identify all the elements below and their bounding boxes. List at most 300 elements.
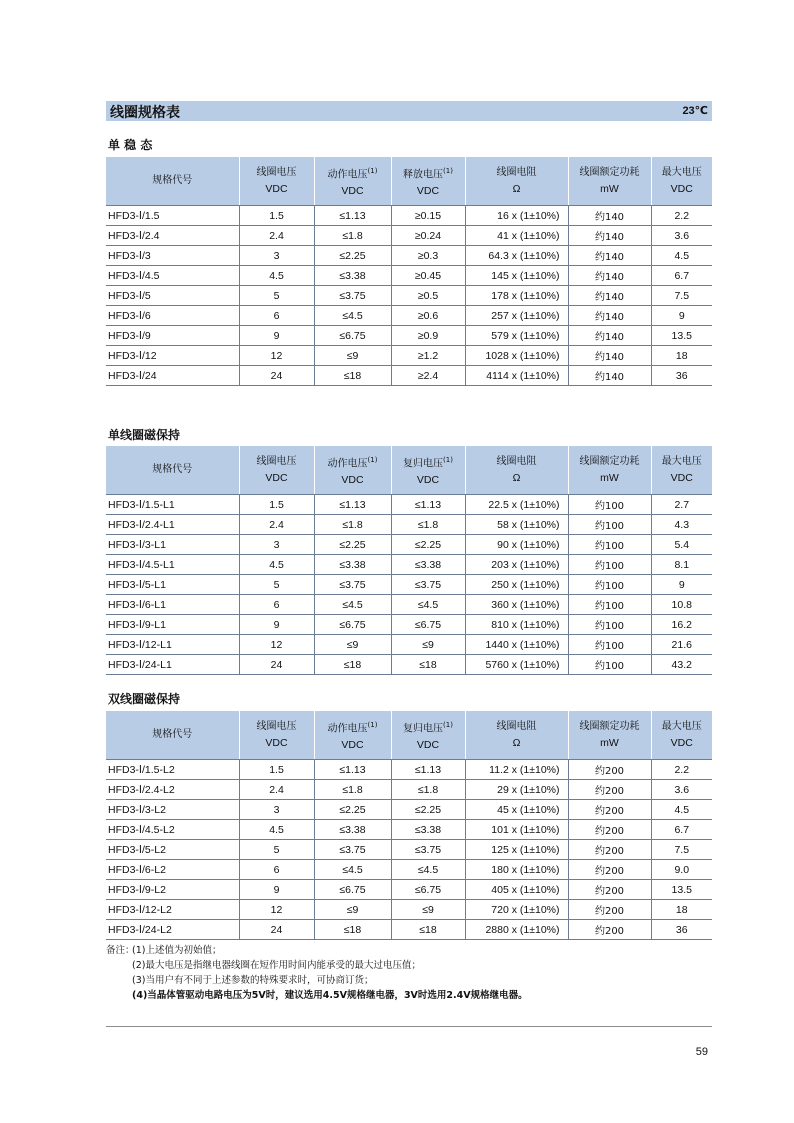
cell-model-code: HFD3-Ⅰ/6-L2 bbox=[106, 860, 239, 880]
cell-coil-resistance: 16 x (1±10%) bbox=[465, 206, 568, 226]
header-text: 规格代号 bbox=[152, 729, 193, 740]
cell-pickup-voltage: ≤18 bbox=[314, 366, 391, 386]
cell-rated-power: 约140 bbox=[568, 346, 651, 366]
cell-pickup-voltage: ≤1.8 bbox=[314, 515, 391, 535]
header-unit: VDC bbox=[265, 737, 288, 749]
header-text: 复归电压 bbox=[403, 723, 444, 735]
cell-coil-voltage: 9 bbox=[239, 880, 314, 900]
cell-release-voltage: ≤3.38 bbox=[391, 820, 465, 840]
table-row bbox=[106, 760, 712, 780]
temperature-label: 23℃ bbox=[682, 105, 708, 117]
header-unit: VDC bbox=[416, 474, 440, 487]
header-unit: mW bbox=[600, 183, 619, 195]
cell-pickup-voltage: ≤3.38 bbox=[314, 555, 391, 575]
cell-coil-voltage: 2.4 bbox=[239, 780, 314, 800]
header-text: 动作电压 bbox=[327, 458, 368, 470]
header-release-voltage bbox=[391, 711, 465, 760]
cell-coil-resistance: 29 x (1±10%) bbox=[465, 780, 568, 800]
cell-coil-resistance: 90 x (1±10%) bbox=[465, 535, 568, 555]
header-label bbox=[106, 727, 239, 743]
cell-coil-voltage: 4.5 bbox=[239, 820, 314, 840]
header-model-code bbox=[106, 446, 239, 495]
cell-coil-voltage: 12 bbox=[239, 635, 314, 655]
header-unit: VDC bbox=[341, 474, 364, 487]
header-label bbox=[466, 165, 568, 181]
header-unit: VDC bbox=[341, 739, 364, 752]
cell-coil-resistance: 579 x (1±10%) bbox=[465, 326, 568, 346]
table-row bbox=[106, 575, 712, 595]
cell-release-voltage: ≤18 bbox=[391, 655, 465, 675]
cell-rated-power: 约200 bbox=[568, 880, 651, 900]
table-row bbox=[106, 326, 712, 346]
cell-release-voltage: ≤18 bbox=[391, 920, 465, 940]
cell-release-voltage: ≤3.75 bbox=[391, 840, 465, 860]
header-coil-voltage bbox=[239, 446, 314, 495]
cell-rated-power: 约140 bbox=[568, 226, 651, 246]
header-unit: VDC bbox=[670, 472, 693, 484]
table-row bbox=[106, 266, 712, 286]
cell-max-voltage: 9.0 bbox=[651, 860, 712, 880]
cell-coil-voltage: 9 bbox=[239, 326, 314, 346]
header-label bbox=[240, 454, 314, 470]
cell-release-voltage: ≥0.15 bbox=[391, 206, 465, 226]
cell-coil-resistance: 257 x (1±10%) bbox=[465, 306, 568, 326]
table-row bbox=[106, 880, 712, 900]
header-release-voltage bbox=[391, 446, 465, 495]
note-line bbox=[106, 943, 528, 958]
cell-rated-power: 约200 bbox=[568, 800, 651, 820]
cell-coil-voltage: 4.5 bbox=[239, 266, 314, 286]
cell-pickup-voltage: ≤1.8 bbox=[314, 780, 391, 800]
footnote-marker: (1) bbox=[367, 720, 378, 729]
cell-pickup-voltage: ≤3.38 bbox=[314, 820, 391, 840]
cell-release-voltage: ≤4.5 bbox=[391, 595, 465, 615]
header-label bbox=[569, 165, 651, 181]
cell-model-code: HFD3-Ⅰ/9 bbox=[106, 326, 239, 346]
cell-max-voltage: 7.5 bbox=[651, 286, 712, 306]
header-text: 线圈电阻 bbox=[496, 456, 537, 467]
header-rated-power bbox=[568, 157, 651, 206]
cell-rated-power: 约100 bbox=[568, 575, 651, 595]
cell-coil-resistance: 4114 x (1±10%) bbox=[465, 366, 568, 386]
cell-max-voltage: 16.2 bbox=[651, 615, 712, 635]
cell-rated-power: 约100 bbox=[568, 615, 651, 635]
table-row bbox=[106, 286, 712, 306]
cell-max-voltage: 13.5 bbox=[651, 880, 712, 900]
notes bbox=[106, 943, 528, 1003]
table-row bbox=[106, 900, 712, 920]
cell-max-voltage: 4.5 bbox=[651, 246, 712, 266]
cell-pickup-voltage: ≤9 bbox=[314, 635, 391, 655]
header-text: 复归电压 bbox=[403, 458, 444, 470]
cell-release-voltage: ≤3.75 bbox=[391, 575, 465, 595]
cell-pickup-voltage: ≤3.75 bbox=[314, 575, 391, 595]
header-unit: Ω bbox=[512, 472, 521, 484]
header-label bbox=[106, 173, 239, 189]
cell-max-voltage: 3.6 bbox=[651, 780, 712, 800]
cell-coil-resistance: 203 x (1±10%) bbox=[465, 555, 568, 575]
cell-release-voltage: ≥0.6 bbox=[391, 306, 465, 326]
cell-rated-power: 约140 bbox=[568, 246, 651, 266]
cell-coil-voltage: 24 bbox=[239, 920, 314, 940]
cell-rated-power: 约200 bbox=[568, 840, 651, 860]
note-item: (1)上述值为初始值； bbox=[132, 945, 222, 956]
header-text: 线圈额定功耗 bbox=[579, 456, 640, 467]
table-row bbox=[106, 495, 712, 515]
cell-release-voltage: ≥1.2 bbox=[391, 346, 465, 366]
header-unit: VDC bbox=[265, 183, 288, 195]
header-unit: mW bbox=[600, 737, 619, 749]
section-title-dual-coil-latching: 双线圈磁保持 bbox=[108, 692, 181, 706]
table-row bbox=[106, 515, 712, 535]
header-label bbox=[315, 163, 391, 183]
cell-pickup-voltage: ≤4.5 bbox=[314, 860, 391, 880]
cell-coil-resistance: 1440 x (1±10%) bbox=[465, 635, 568, 655]
header-unit: Ω bbox=[512, 737, 521, 749]
table-row bbox=[106, 780, 712, 800]
cell-release-voltage: ≤3.38 bbox=[391, 555, 465, 575]
header-label bbox=[652, 719, 713, 735]
spec-table-monostable bbox=[106, 157, 712, 386]
cell-model-code: HFD3-Ⅰ/12-L1 bbox=[106, 635, 239, 655]
header-text: 线圈电阻 bbox=[496, 721, 537, 732]
cell-coil-resistance: 1028 x (1±10%) bbox=[465, 346, 568, 366]
cell-pickup-voltage: ≤2.25 bbox=[314, 535, 391, 555]
cell-rated-power: 约140 bbox=[568, 266, 651, 286]
cell-model-code: HFD3-Ⅰ/5 bbox=[106, 286, 239, 306]
cell-model-code: HFD3-Ⅰ/3-L2 bbox=[106, 800, 239, 820]
cell-model-code: HFD3-Ⅰ/9-L2 bbox=[106, 880, 239, 900]
cell-pickup-voltage: ≤2.25 bbox=[314, 246, 391, 266]
cell-coil-voltage: 6 bbox=[239, 860, 314, 880]
header-rated-power bbox=[568, 446, 651, 495]
cell-release-voltage: ≥0.5 bbox=[391, 286, 465, 306]
notes-lead: 备注： bbox=[106, 945, 135, 956]
cell-coil-resistance: 22.5 x (1±10%) bbox=[465, 495, 568, 515]
cell-model-code: HFD3-Ⅰ/12-L2 bbox=[106, 900, 239, 920]
header-coil-resistance bbox=[465, 711, 568, 760]
cell-max-voltage: 2.2 bbox=[651, 206, 712, 226]
cell-release-voltage: ≤1.13 bbox=[391, 495, 465, 515]
cell-rated-power: 约200 bbox=[568, 920, 651, 940]
header-label bbox=[466, 454, 568, 470]
cell-rated-power: 约100 bbox=[568, 495, 651, 515]
cell-release-voltage: ≥0.45 bbox=[391, 266, 465, 286]
cell-max-voltage: 43.2 bbox=[651, 655, 712, 675]
cell-rated-power: 约140 bbox=[568, 306, 651, 326]
cell-coil-resistance: 41 x (1±10%) bbox=[465, 226, 568, 246]
cell-release-voltage: ≥0.3 bbox=[391, 246, 465, 266]
cell-max-voltage: 7.5 bbox=[651, 840, 712, 860]
cell-model-code: HFD3-Ⅰ/4.5 bbox=[106, 266, 239, 286]
cell-max-voltage: 18 bbox=[651, 900, 712, 920]
cell-coil-voltage: 6 bbox=[239, 595, 314, 615]
header-model-code bbox=[106, 711, 239, 760]
cell-max-voltage: 18 bbox=[651, 346, 712, 366]
cell-release-voltage: ≤9 bbox=[391, 635, 465, 655]
header-text: 线圈电阻 bbox=[496, 167, 537, 178]
cell-coil-voltage: 5 bbox=[239, 286, 314, 306]
cell-model-code: HFD3-Ⅰ/3-L1 bbox=[106, 535, 239, 555]
header-text: 线圈额定功耗 bbox=[579, 721, 640, 732]
cell-coil-voltage: 3 bbox=[239, 535, 314, 555]
header-text: 规格代号 bbox=[152, 175, 193, 186]
cell-coil-voltage: 3 bbox=[239, 246, 314, 266]
header-text: 规格代号 bbox=[152, 464, 193, 475]
cell-max-voltage: 9 bbox=[651, 575, 712, 595]
header-max-voltage bbox=[651, 446, 712, 495]
cell-max-voltage: 9 bbox=[651, 306, 712, 326]
cell-coil-voltage: 9 bbox=[239, 615, 314, 635]
header-text: 最大电压 bbox=[661, 721, 702, 732]
cell-pickup-voltage: ≤3.38 bbox=[314, 266, 391, 286]
header-coil-resistance bbox=[465, 446, 568, 495]
cell-max-voltage: 21.6 bbox=[651, 635, 712, 655]
cell-model-code: HFD3-Ⅰ/24 bbox=[106, 366, 239, 386]
cell-max-voltage: 6.7 bbox=[651, 266, 712, 286]
cell-coil-resistance: 360 x (1±10%) bbox=[465, 595, 568, 615]
cell-release-voltage: ≥2.4 bbox=[391, 366, 465, 386]
header-unit: VDC bbox=[265, 472, 288, 484]
cell-release-voltage: ≤1.13 bbox=[391, 760, 465, 780]
footnote-marker: (1) bbox=[443, 455, 453, 464]
header-unit: VDC bbox=[670, 183, 693, 195]
table-row bbox=[106, 655, 712, 675]
header-text: 释放电压 bbox=[403, 169, 444, 181]
cell-model-code: HFD3-Ⅰ/1.5 bbox=[106, 206, 239, 226]
cell-max-voltage: 4.3 bbox=[651, 515, 712, 535]
cell-pickup-voltage: ≤6.75 bbox=[314, 880, 391, 900]
cell-pickup-voltage: ≤1.13 bbox=[314, 206, 391, 226]
header-label bbox=[315, 717, 391, 737]
note-item: (4)当晶体管驱动电路电压为5V时，建议选用4.5V规格继电器，3V时选用2.4V规格继电器。 bbox=[132, 990, 528, 1001]
cell-rated-power: 约100 bbox=[568, 515, 651, 535]
cell-release-voltage: ≥0.9 bbox=[391, 326, 465, 346]
cell-pickup-voltage: ≤18 bbox=[314, 655, 391, 675]
table-row bbox=[106, 635, 712, 655]
header-coil-resistance bbox=[465, 157, 568, 206]
cell-model-code: HFD3-Ⅰ/6 bbox=[106, 306, 239, 326]
header-label bbox=[315, 452, 391, 472]
cell-coil-resistance: 101 x (1±10%) bbox=[465, 820, 568, 840]
table-row bbox=[106, 535, 712, 555]
cell-coil-resistance: 250 x (1±10%) bbox=[465, 575, 568, 595]
cell-coil-resistance: 145 x (1±10%) bbox=[465, 266, 568, 286]
cell-release-voltage: ≥0.24 bbox=[391, 226, 465, 246]
cell-coil-resistance: 2880 x (1±10%) bbox=[465, 920, 568, 940]
header-label bbox=[106, 462, 239, 478]
cell-model-code: HFD3-Ⅰ/24-L2 bbox=[106, 920, 239, 940]
table-row bbox=[106, 840, 712, 860]
header-text: 动作电压 bbox=[327, 723, 368, 735]
footnote-marker: (1) bbox=[443, 166, 453, 175]
cell-pickup-voltage: ≤4.5 bbox=[314, 306, 391, 326]
cell-release-voltage: ≤4.5 bbox=[391, 860, 465, 880]
header-text: 线圈额定功耗 bbox=[579, 167, 640, 178]
cell-coil-voltage: 4.5 bbox=[239, 555, 314, 575]
cell-coil-resistance: 64.3 x (1±10%) bbox=[465, 246, 568, 266]
cell-coil-resistance: 58 x (1±10%) bbox=[465, 515, 568, 535]
cell-pickup-voltage: ≤6.75 bbox=[314, 326, 391, 346]
cell-rated-power: 约100 bbox=[568, 655, 651, 675]
cell-pickup-voltage: ≤4.5 bbox=[314, 595, 391, 615]
header-max-voltage bbox=[651, 157, 712, 206]
cell-model-code: HFD3-Ⅰ/2.4-L1 bbox=[106, 515, 239, 535]
cell-pickup-voltage: ≤6.75 bbox=[314, 615, 391, 635]
header-label bbox=[392, 717, 465, 737]
cell-coil-voltage: 5 bbox=[239, 840, 314, 860]
header-label bbox=[392, 452, 465, 472]
header-label bbox=[569, 719, 651, 735]
spec-table-dual-coil-latching bbox=[106, 711, 712, 940]
cell-model-code: HFD3-Ⅰ/9-L1 bbox=[106, 615, 239, 635]
header-label bbox=[240, 719, 314, 735]
cell-rated-power: 约200 bbox=[568, 760, 651, 780]
header-text: 线圈电压 bbox=[256, 456, 297, 467]
header-unit: VDC bbox=[341, 185, 364, 198]
header-coil-voltage bbox=[239, 157, 314, 206]
table-row bbox=[106, 800, 712, 820]
cell-rated-power: 约200 bbox=[568, 860, 651, 880]
cell-coil-resistance: 125 x (1±10%) bbox=[465, 840, 568, 860]
header-label bbox=[466, 719, 568, 735]
header-pickup-voltage bbox=[314, 446, 391, 495]
cell-coil-resistance: 720 x (1±10%) bbox=[465, 900, 568, 920]
footnote-marker: (1) bbox=[443, 720, 453, 729]
header-pickup-voltage bbox=[314, 157, 391, 206]
table-row bbox=[106, 555, 712, 575]
cell-release-voltage: ≤6.75 bbox=[391, 880, 465, 900]
cell-coil-voltage: 1.5 bbox=[239, 495, 314, 515]
cell-model-code: HFD3-Ⅰ/6-L1 bbox=[106, 595, 239, 615]
cell-coil-resistance: 405 x (1±10%) bbox=[465, 880, 568, 900]
cell-coil-voltage: 6 bbox=[239, 306, 314, 326]
table-row bbox=[106, 246, 712, 266]
cell-max-voltage: 5.4 bbox=[651, 535, 712, 555]
table-row bbox=[106, 346, 712, 366]
cell-release-voltage: ≤6.75 bbox=[391, 615, 465, 635]
cell-coil-voltage: 12 bbox=[239, 346, 314, 366]
header-text: 动作电压 bbox=[327, 169, 368, 181]
cell-max-voltage: 3.6 bbox=[651, 226, 712, 246]
cell-model-code: HFD3-Ⅰ/4.5-L2 bbox=[106, 820, 239, 840]
table-row bbox=[106, 206, 712, 226]
header-pickup-voltage bbox=[314, 711, 391, 760]
cell-rated-power: 约200 bbox=[568, 780, 651, 800]
cell-coil-voltage: 2.4 bbox=[239, 226, 314, 246]
cell-coil-voltage: 2.4 bbox=[239, 515, 314, 535]
cell-release-voltage: ≤2.25 bbox=[391, 535, 465, 555]
cell-rated-power: 约100 bbox=[568, 535, 651, 555]
header-label bbox=[652, 165, 713, 181]
table-row bbox=[106, 306, 712, 326]
header-label bbox=[240, 165, 314, 181]
cell-pickup-voltage: ≤1.13 bbox=[314, 760, 391, 780]
cell-model-code: HFD3-Ⅰ/2.4-L2 bbox=[106, 780, 239, 800]
table-row bbox=[106, 860, 712, 880]
page-title: 线圈规格表 bbox=[110, 105, 180, 121]
cell-rated-power: 约140 bbox=[568, 206, 651, 226]
cell-rated-power: 约100 bbox=[568, 555, 651, 575]
header-text: 最大电压 bbox=[661, 167, 702, 178]
cell-pickup-voltage: ≤2.25 bbox=[314, 800, 391, 820]
header-unit: VDC bbox=[416, 185, 440, 198]
cell-coil-resistance: 178 x (1±10%) bbox=[465, 286, 568, 306]
cell-rated-power: 约140 bbox=[568, 286, 651, 306]
cell-model-code: HFD3-Ⅰ/5-L1 bbox=[106, 575, 239, 595]
header-unit: VDC bbox=[670, 737, 693, 749]
cell-max-voltage: 13.5 bbox=[651, 326, 712, 346]
section-banner bbox=[106, 101, 712, 121]
table-row bbox=[106, 595, 712, 615]
footer-divider bbox=[106, 1026, 712, 1027]
cell-model-code: HFD3-Ⅰ/1.5-L2 bbox=[106, 760, 239, 780]
cell-rated-power: 约200 bbox=[568, 900, 651, 920]
cell-rated-power: 约200 bbox=[568, 820, 651, 840]
table-row bbox=[106, 920, 712, 940]
cell-rated-power: 约140 bbox=[568, 366, 651, 386]
header-unit: VDC bbox=[416, 739, 440, 752]
header-coil-voltage bbox=[239, 711, 314, 760]
cell-pickup-voltage: ≤1.13 bbox=[314, 495, 391, 515]
section-title-monostable: 单 稳 态 bbox=[108, 138, 153, 152]
cell-coil-voltage: 1.5 bbox=[239, 206, 314, 226]
cell-coil-resistance: 5760 x (1±10%) bbox=[465, 655, 568, 675]
cell-max-voltage: 2.2 bbox=[651, 760, 712, 780]
cell-coil-resistance: 810 x (1±10%) bbox=[465, 615, 568, 635]
cell-rated-power: 约100 bbox=[568, 595, 651, 615]
cell-max-voltage: 2.7 bbox=[651, 495, 712, 515]
cell-model-code: HFD3-Ⅰ/5-L2 bbox=[106, 840, 239, 860]
note-item: (2)最大电压是指继电器线圈在短作用时间内能承受的最大过电压值； bbox=[132, 960, 421, 971]
header-text: 线圈电压 bbox=[256, 167, 297, 178]
cell-coil-resistance: 180 x (1±10%) bbox=[465, 860, 568, 880]
cell-release-voltage: ≤1.8 bbox=[391, 780, 465, 800]
cell-coil-resistance: 11.2 x (1±10%) bbox=[465, 760, 568, 780]
cell-coil-resistance: 45 x (1±10%) bbox=[465, 800, 568, 820]
table-row bbox=[106, 226, 712, 246]
header-rated-power bbox=[568, 711, 651, 760]
cell-model-code: HFD3-Ⅰ/4.5-L1 bbox=[106, 555, 239, 575]
cell-coil-voltage: 3 bbox=[239, 800, 314, 820]
cell-coil-voltage: 24 bbox=[239, 655, 314, 675]
cell-coil-voltage: 12 bbox=[239, 900, 314, 920]
cell-release-voltage: ≤2.25 bbox=[391, 800, 465, 820]
cell-release-voltage: ≤1.8 bbox=[391, 515, 465, 535]
cell-coil-voltage: 1.5 bbox=[239, 760, 314, 780]
cell-pickup-voltage: ≤1.8 bbox=[314, 226, 391, 246]
header-text: 线圈电压 bbox=[256, 721, 297, 732]
page-number: 59 bbox=[695, 1046, 708, 1058]
header-text: 最大电压 bbox=[661, 456, 702, 467]
header-release-voltage bbox=[391, 157, 465, 206]
cell-release-voltage: ≤9 bbox=[391, 900, 465, 920]
cell-model-code: HFD3-Ⅰ/3 bbox=[106, 246, 239, 266]
header-label bbox=[392, 163, 465, 183]
footnote-marker: (1) bbox=[367, 455, 378, 464]
cell-rated-power: 约100 bbox=[568, 635, 651, 655]
cell-coil-voltage: 24 bbox=[239, 366, 314, 386]
header-unit: Ω bbox=[512, 183, 521, 195]
cell-max-voltage: 36 bbox=[651, 920, 712, 940]
cell-pickup-voltage: ≤18 bbox=[314, 920, 391, 940]
note-item: (3)当用户有不同于上述参数的特殊要求时，可协商订货； bbox=[132, 975, 374, 986]
cell-pickup-voltage: ≤9 bbox=[314, 346, 391, 366]
header-label bbox=[569, 454, 651, 470]
cell-model-code: HFD3-Ⅰ/2.4 bbox=[106, 226, 239, 246]
cell-model-code: HFD3-Ⅰ/12 bbox=[106, 346, 239, 366]
cell-max-voltage: 4.5 bbox=[651, 800, 712, 820]
